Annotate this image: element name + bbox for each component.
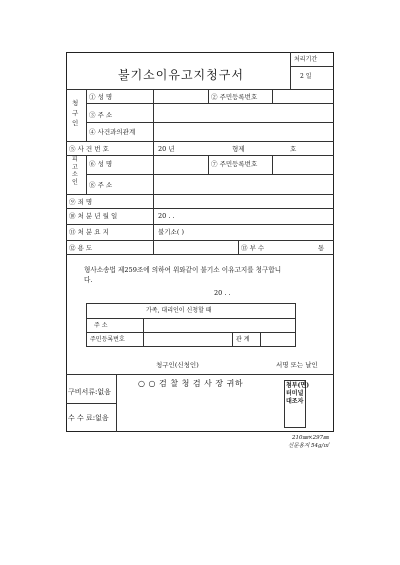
accused-address-label: ⑧ 주 소 <box>89 181 113 189</box>
applicant-group-label: 청 구 인 <box>72 99 79 127</box>
fee-label: 수 수 료:없음 <box>68 414 109 422</box>
divider <box>153 141 154 155</box>
divider <box>66 374 334 375</box>
purpose-label: ⑫ 용 도 <box>69 244 93 252</box>
stamp-text: 첨부(면) 터미널 대조자 <box>286 382 310 405</box>
divider <box>66 208 334 209</box>
required-docs-label: 구비서류:없음 <box>68 388 111 396</box>
form-title: 불기소이유고지청구서 <box>118 68 244 82</box>
divider <box>66 155 334 156</box>
applicant-signature-label: 청구인(신청인) <box>156 361 199 369</box>
applicant-relation-label: ④ 사건과의관계 <box>89 128 136 136</box>
paper-size: 210㎜×297㎜ <box>292 435 329 441</box>
divider <box>208 155 209 174</box>
period-value: 2 일 <box>300 73 312 80</box>
divider <box>86 89 87 141</box>
proxy-rrn-label: 주민등록번호 <box>90 336 125 343</box>
case-no-suffix: 호 <box>290 145 297 153</box>
case-no-label: ⑤ 사 건 번 호 <box>69 145 109 153</box>
case-year: 20 년 <box>158 145 175 153</box>
divider <box>66 403 116 404</box>
divider <box>238 240 239 254</box>
charge-label: ⑨ 죄 명 <box>69 198 93 206</box>
form-frame <box>66 52 334 432</box>
statement-text-line1: 형사소송법 제259조에 의하여 위와같이 불기소 이유고지를 청구합니 <box>84 266 282 274</box>
divider <box>86 174 334 175</box>
divider <box>66 194 334 195</box>
divider <box>290 52 291 89</box>
disposition-summary-label: ⑪ 처 분 요 지 <box>69 228 109 236</box>
divider <box>86 318 296 319</box>
divider <box>86 103 334 104</box>
statement-text-line2: 다. <box>84 276 93 284</box>
divider <box>86 122 334 123</box>
period-label: 처리기간 <box>294 56 318 63</box>
case-type: 형제 <box>232 145 245 153</box>
divider <box>153 89 154 141</box>
applicant-name-label: ① 성 명 <box>89 93 113 101</box>
divider <box>66 240 334 241</box>
divider <box>272 155 273 174</box>
copies-unit: 통 <box>318 244 325 252</box>
divider <box>86 332 296 333</box>
proxy-table-header: 가족, 대리인이 신청할 때 <box>146 307 212 314</box>
disposition-summary-value: 불기소( ) <box>158 228 184 236</box>
accused-group-label: 피 고 소 인 <box>72 156 78 186</box>
divider <box>290 66 334 67</box>
divider <box>66 224 334 225</box>
addressee: ○ ○ 검 찰 청 검 사 장 귀하 <box>138 379 244 388</box>
divider <box>66 254 334 255</box>
divider <box>66 141 334 142</box>
divider <box>260 332 261 347</box>
divider <box>272 89 273 103</box>
paper-type: 신문용지 54g/㎡ <box>288 443 329 449</box>
proxy-relation-label: 관 계 <box>236 336 250 343</box>
copies-label: ⑬ 부 수 <box>241 244 265 252</box>
statement-date: 20 . . <box>214 289 231 297</box>
disposition-date-label: ⑩ 처 분 년 월 일 <box>69 212 118 220</box>
divider <box>208 89 209 103</box>
disposition-date-value: 20 . . <box>158 212 175 220</box>
accused-name-label: ⑥ 성 명 <box>89 160 113 168</box>
divider <box>66 89 334 90</box>
divider <box>116 374 117 432</box>
accused-rrn-label: ⑦ 주민등록번호 <box>211 160 258 168</box>
proxy-address-label: 주 소 <box>94 322 108 329</box>
applicant-address-label: ③ 주 소 <box>89 111 113 119</box>
divider <box>232 332 233 347</box>
applicant-rrn-label: ② 주민등록번호 <box>211 93 258 101</box>
sign-or-seal-label: 서명 또는 날인 <box>276 361 318 369</box>
